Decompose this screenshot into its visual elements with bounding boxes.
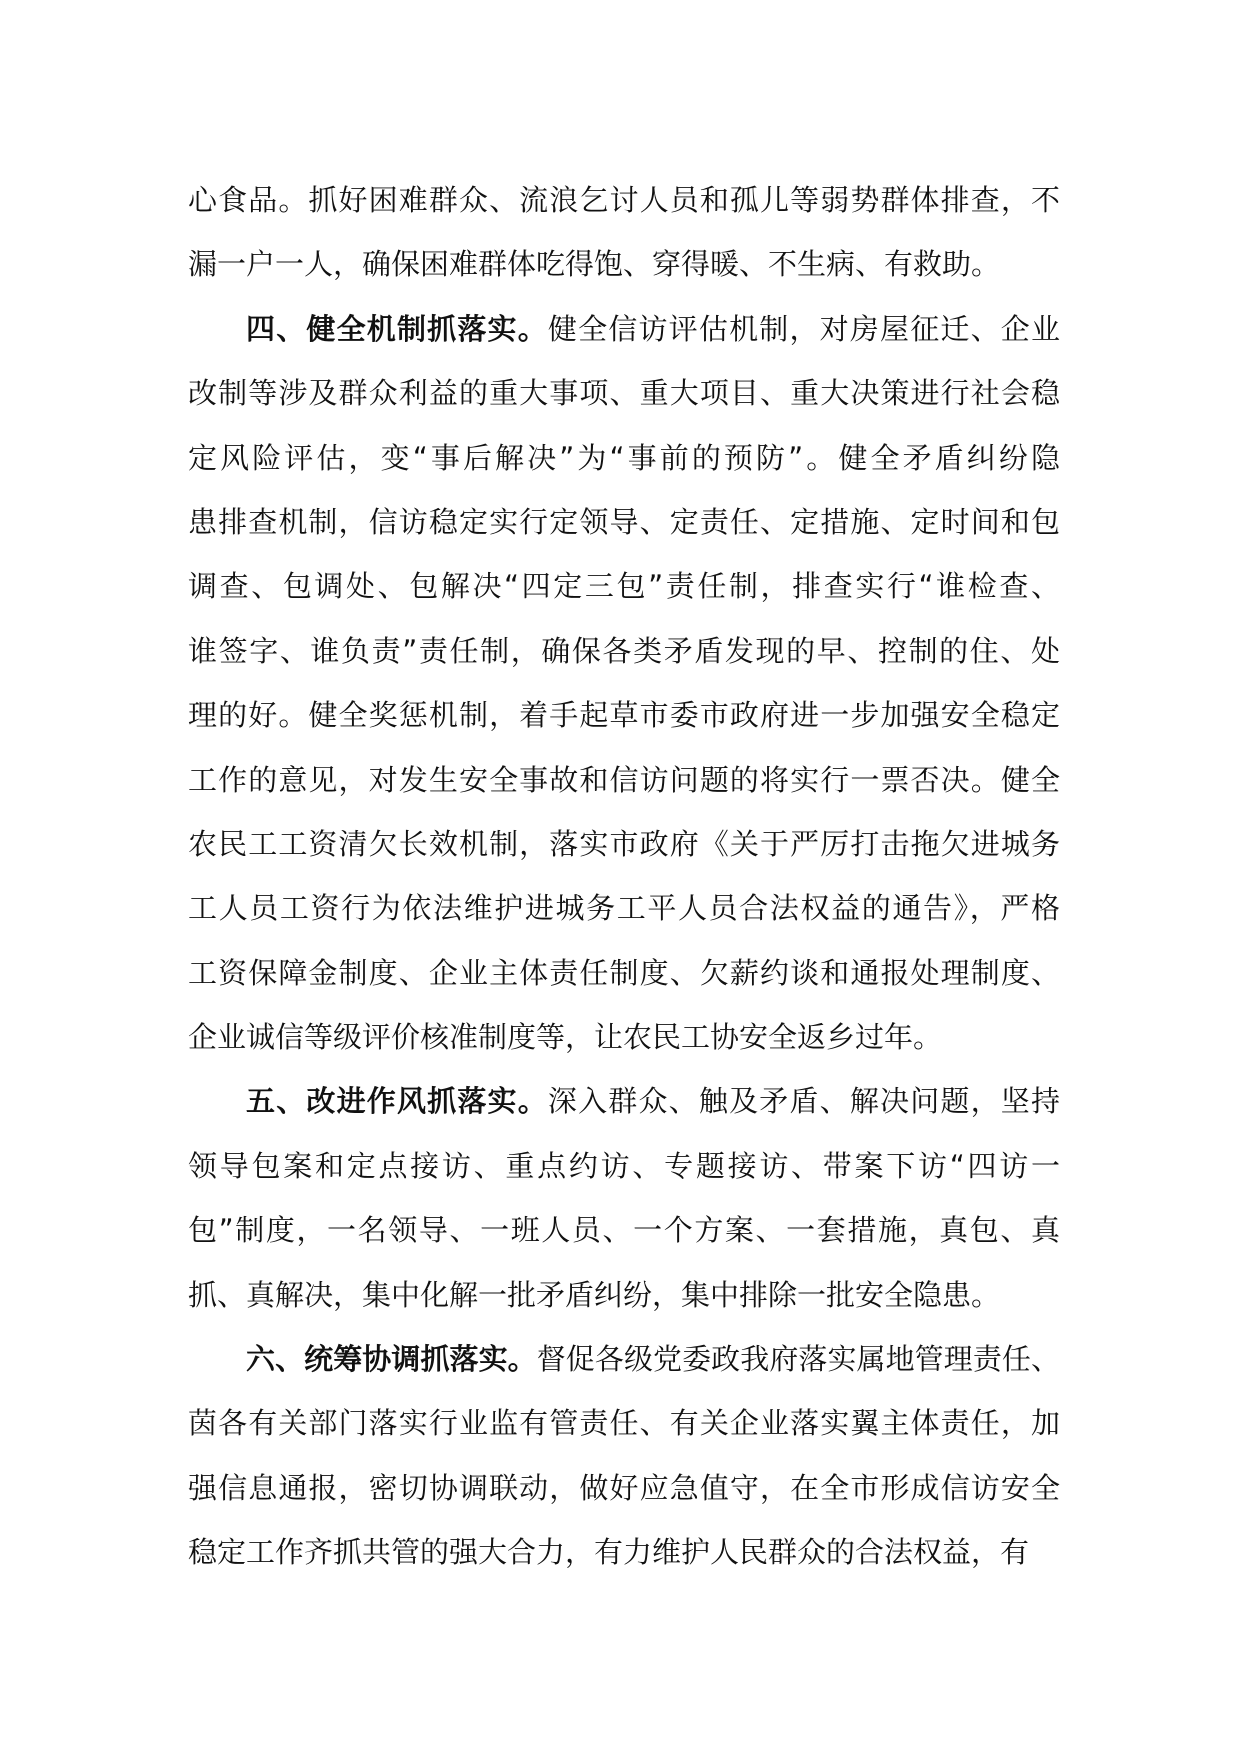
text-line: 定风险评估，变“事后解决”为“事前的预防”。健全矛盾纠纷隐 — [188, 440, 1060, 475]
text-line: 工作的意见，对发生安全事故和信访问题的将实行一票否决。健全 — [188, 762, 1060, 797]
text-line: 稳定工作齐抓共管的强大合力，有力维护人民群众的合法权益，有 — [188, 1535, 1030, 1570]
text-line: 茵各有关部门落实行业监有管责任、有关企业落实翼主体责任，加 — [188, 1406, 1060, 1441]
paragraph-first-line — [188, 297, 1060, 361]
section-heading: 六、统筹协调抓落实。 — [246, 1342, 537, 1377]
text-line: 调查、包调处、包解决“四定三包”责任制，排查实行“谁检查、 — [188, 569, 1060, 604]
paragraph-first-line — [188, 1069, 1060, 1133]
text-run: 健全信访评估机制，对房屋征迁、企业 — [547, 311, 1060, 346]
document-body — [188, 168, 1060, 1585]
text-line: 企业诚信等级评价核准制度等，让农民工协安全返乡过年。 — [188, 1020, 943, 1055]
text-line: 抓、真解决，集中化解一批矛盾纠纷，集中排除一批安全隐患。 — [188, 1277, 1001, 1312]
text-line: 心食品。抓好困难群众、流浪乞讨人员和孤儿等弱势群体排查，不 — [188, 183, 1060, 217]
text-line: 工资保障金制度、企业主体责任制度、欠薪约谈和通报处理制度、 — [188, 955, 1060, 990]
text-line: 漏一户一人，确保困难群体吃得饱、穿得暖、不生病、有救助。 — [188, 247, 1001, 282]
text-line: 谁签字、谁负责”责任制，确保各类矛盾发现的早、控制的住、处 — [188, 633, 1060, 668]
text-line: 改制等涉及群众利益的重大事项、重大项目、重大决策进行社会稳 — [188, 376, 1060, 411]
text-line: 理的好。健全奖惩机制，着手起草市委市政府进一步加强安全稳定 — [188, 698, 1060, 733]
text-line: 强信息通报，密切协调联动，做好应急值守，在全市形成信访安全 — [188, 1470, 1060, 1505]
text-line: 工人员工资行为依法维护进城务工平人员合法权益的通告》，严格 — [188, 891, 1060, 926]
text-run: 深入群众、触及矛盾、解决问题，坚持 — [547, 1084, 1060, 1119]
text-line: 领导包案和定点接访、重点约访、专题接访、带案下访“四访一 — [188, 1148, 1060, 1183]
section-heading: 四、健全机制抓落实。 — [246, 311, 548, 346]
text-line: 包”制度，一名领导、一班人员、一个方案、一套措施，真包、真 — [188, 1213, 1060, 1248]
text-line: 农民工工资清欠长效机制，落实市政府《关于严厉打击拖欠进城务 — [188, 826, 1060, 861]
paragraph-first-line — [188, 1327, 1060, 1391]
text-run: 督促各级党委政我府落实属地管理责任、 — [536, 1342, 1060, 1377]
section-heading: 五、改进作风抓落实。 — [246, 1084, 548, 1119]
text-line: 患排查机制，信访稳定实行定领导、定责任、定措施、定时间和包 — [188, 504, 1060, 539]
